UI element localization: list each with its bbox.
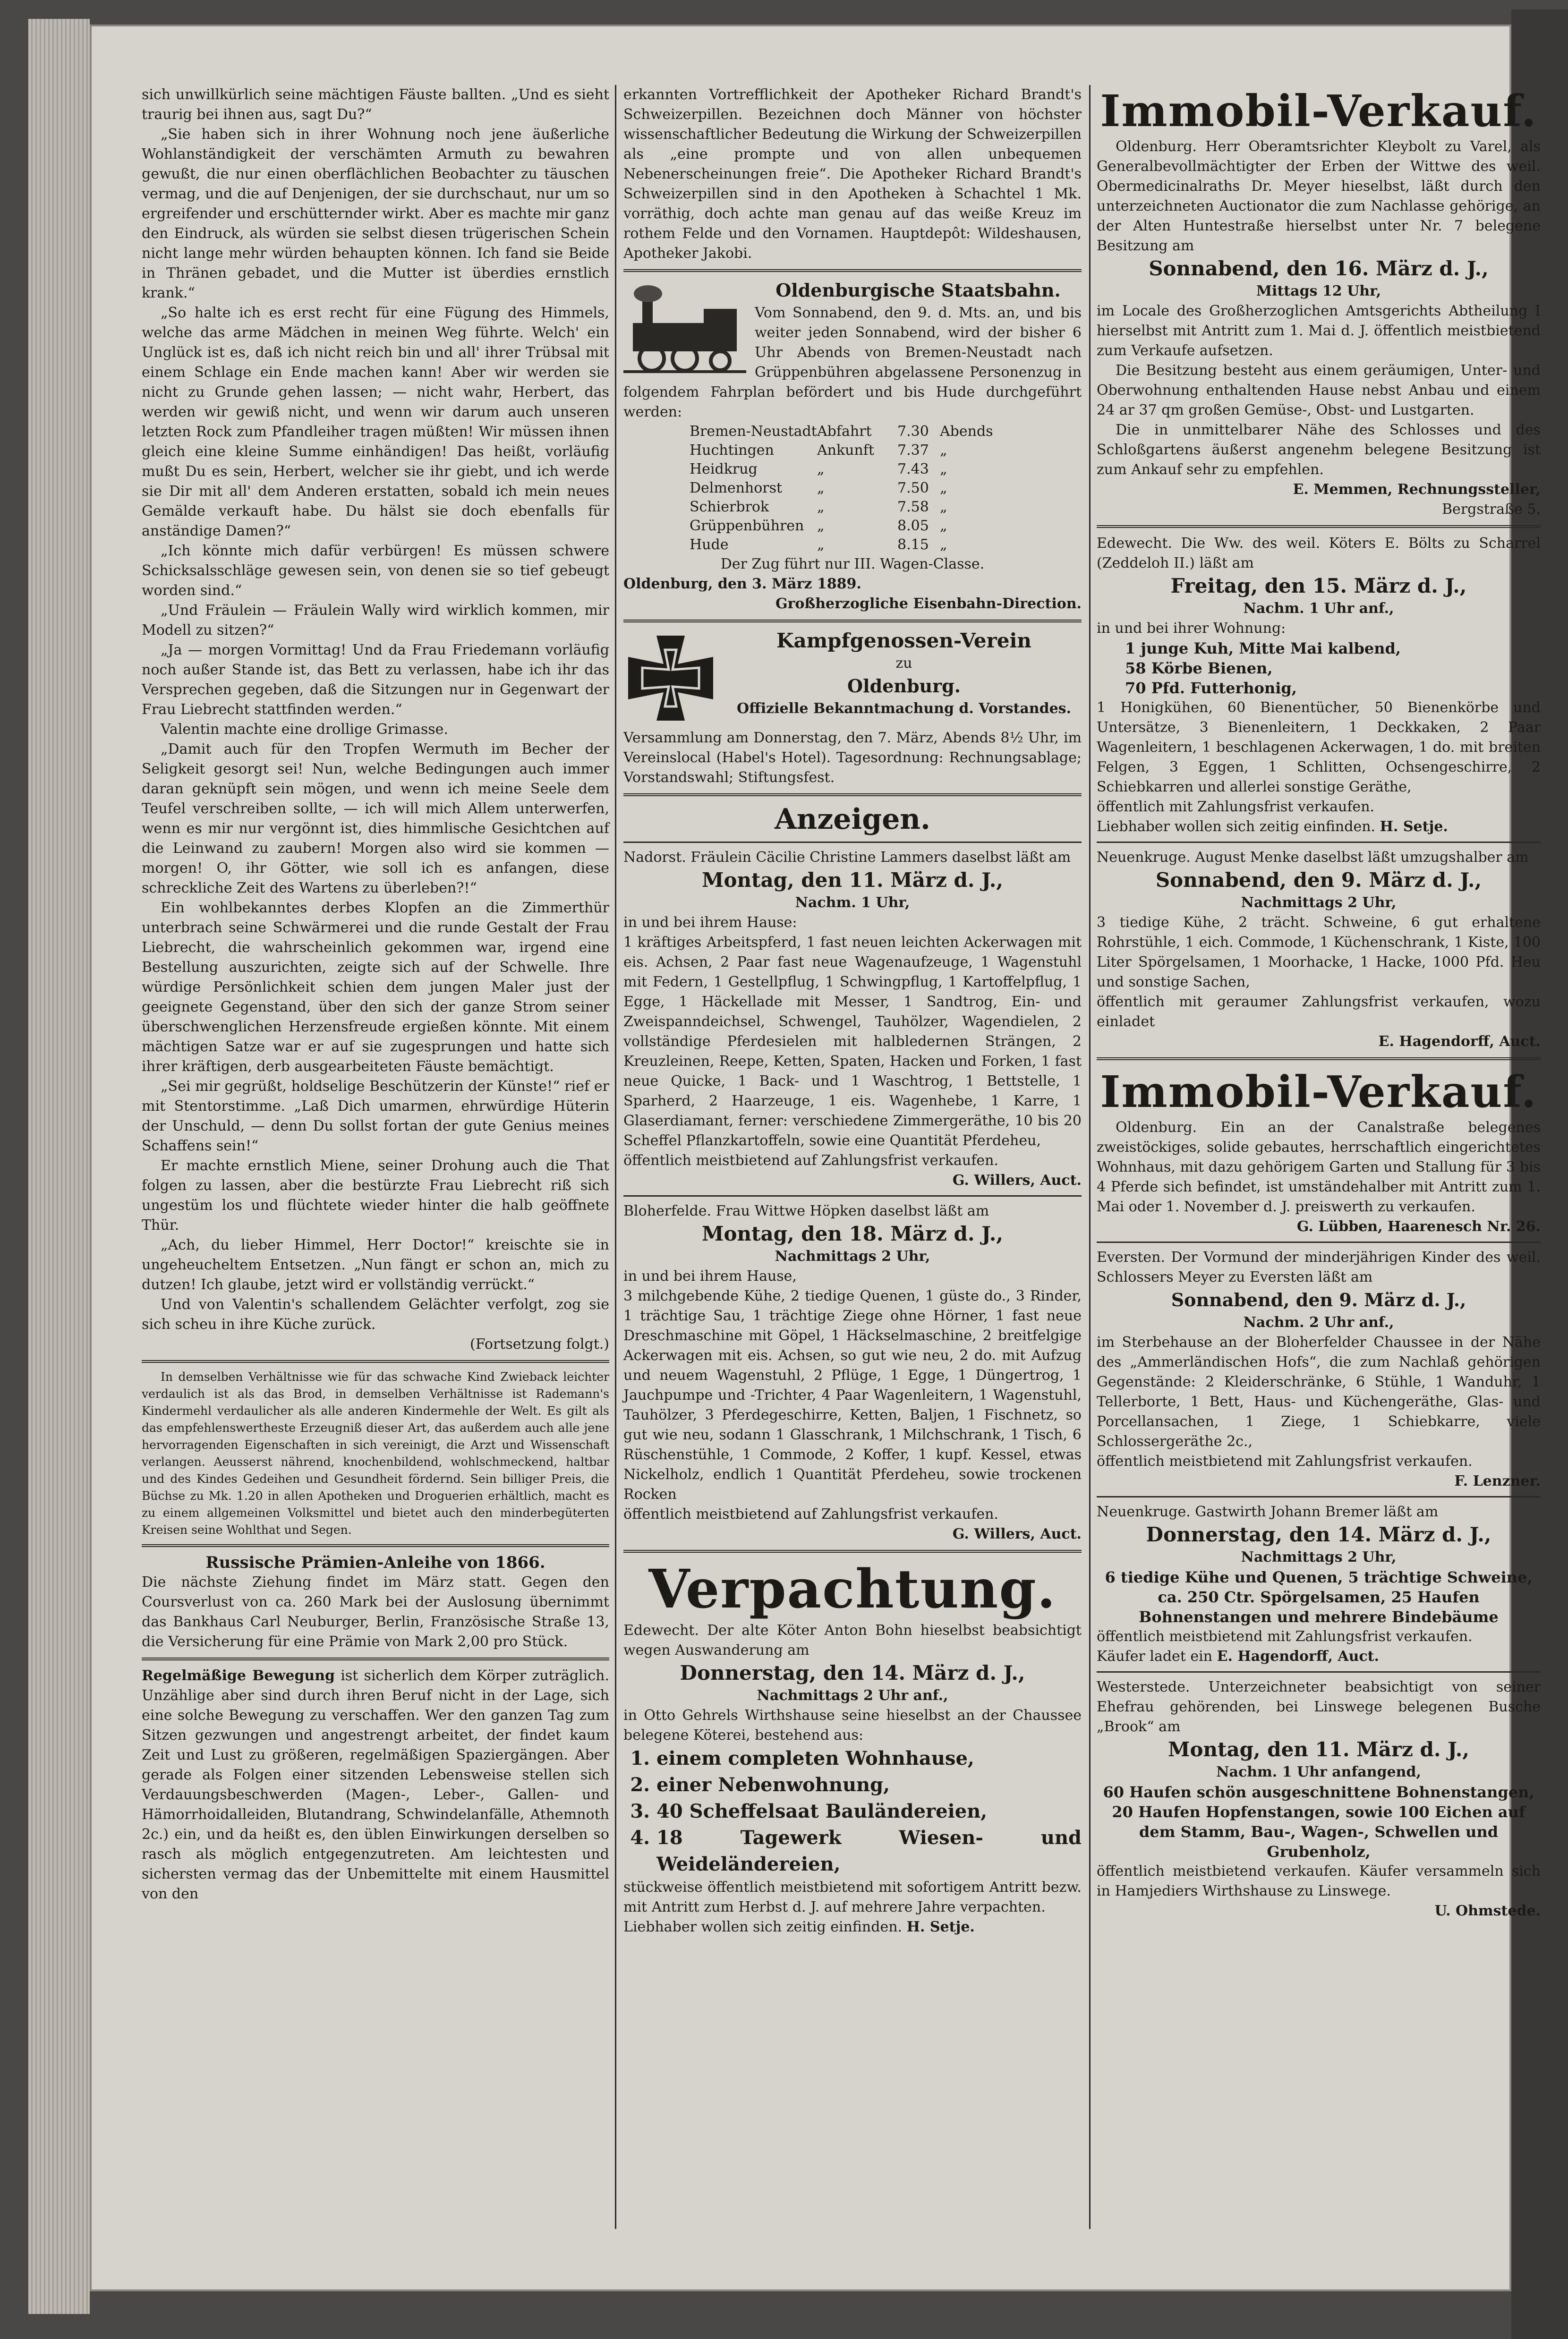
- verp-head: Edewecht. Der alte Köter Anton Bohn hieselbst beabsichtigt wegen Auswanderung am: [623, 1622, 1082, 1659]
- schedule-cell: 7.30: [897, 423, 929, 440]
- schedule-cell: „: [817, 536, 825, 553]
- schedule-cell: Delmenhorst: [690, 480, 783, 496]
- schedule-cell: „: [940, 499, 947, 515]
- list-item: 58 Körbe Bienen,: [1125, 659, 1273, 677]
- divider: [1097, 525, 1541, 528]
- ws-date: Montag, den 11. März d. J.,: [1168, 1738, 1469, 1761]
- imm1-desc: Die Besitzung besteht aus einem geräumigen, Unter- und Oberwohnung enthaltenden Hause nebst Anbau und einem 24 ar 37 qm großen Gemüse-, Obst- und Lustgarten.: [1097, 362, 1541, 418]
- anz2-intro: in und bei ihrem Hause,: [623, 1268, 797, 1284]
- imm1-time: Mittags 12 Uhr,: [1256, 283, 1381, 299]
- divider: [623, 1550, 1082, 1553]
- schedule-cell: „: [817, 518, 825, 534]
- verein-sub1: zu: [895, 655, 912, 672]
- schedule-cell: „: [940, 480, 947, 496]
- divider: [1097, 1057, 1541, 1060]
- divider: [623, 842, 1082, 843]
- schedule-cell: „: [940, 442, 947, 459]
- locomotive-icon: [623, 281, 746, 375]
- divider: [1097, 1496, 1541, 1497]
- verein-text: Versammlung am Donnerstag, den 7. März, Abends 8½ Uhr, im Vereinslocal (Habel's Hotel). Tagesordnung: Rechnungsablage; Vorstandswahl; Stiftungsfest.: [623, 730, 1082, 786]
- schedule-cell: Bremen-Neustadt: [690, 423, 817, 440]
- schedule-cell: Schierbrok: [690, 499, 769, 515]
- ad-bewegung-title: Regelmäßige Bewegung: [142, 1667, 335, 1684]
- ev-head: Eversten. Der Vormund der minderjährigen Kinder des weil. Schlossers Meyer zu Eversten läßt am: [1097, 1249, 1541, 1285]
- ed-text: 1 Honigkühen, 60 Bienentücher, 50 Bienenkörbe und Untersätze, 3 Bienenleitern, 1 Deckkaken, 2 Paar Wagenleitern, 1 beschlagenen Ackerwagen, 1 do. mit breiten Felgen, 3 Eggen, 1 Schlitten, Ochsengeschirre, 2 Schiebkarren und allerlei sonstige Geräthe,: [1097, 699, 1541, 795]
- schedule-cell: Hude: [690, 536, 729, 553]
- ed-date: Freitag, den 15. März d. J.,: [1170, 574, 1467, 597]
- divider: [142, 1360, 609, 1363]
- divider: [1097, 842, 1541, 843]
- ws-head: Westerstede. Unterzeichneter beabsichtigt von seiner Ehefrau gehörenden, bei Linswege belegenen Busche „Brook“ am: [1097, 1679, 1541, 1735]
- nk1-tail: öffentlich mit geraumer Zahlungsfrist verkaufen, wozu einladet: [1097, 994, 1541, 1030]
- schedule-cell: 8.05: [897, 518, 929, 534]
- story-paragraph: Ein wohlbekanntes derbes Klopfen an die Zimmerthür unterbrach seine Schwärmerei und die runde Gestalt der Frau Liebrecht, die wahrscheinlich gekommen war, irgend eine Bestellung auszurichten, zeigte sich auf der Schwelle. Ihre würdige Persönlichkeit schien dem jungen Maler just der geeignete Gegenstand, über den sich der ganze Strom seiner überschwenglichen Herzensfreude ergießen könnte. Mit einem mächtigen Satze war er auf sie zugesprungen und hatte sich ihrer kräftigen, derb ausgearbeiteten Fäuste bemächtigt.: [142, 900, 609, 1075]
- list-item: 3. 40 Scheffelsaat Bauländereien,: [656, 1798, 1082, 1825]
- schedule-cell: 7.43: [897, 461, 929, 477]
- schedule-cell: Grüppenbühren: [690, 518, 804, 534]
- ws-bold: 60 Haufen schön ausgeschnittene Bohnenstangen, 20 Haufen Hopfenstangen, sowie 100 Eichen auf dem Stamm, Bau-, Wagen-, Schwellen und Grubenholz,: [1103, 1783, 1534, 1861]
- verp-text: stückweise öffentlich meistbietend mit sofortigem Antritt bezw. mit Antritt zum Herbst d. J. auf mehrere Jahre verpachten.: [623, 1879, 1082, 1915]
- ev-tail: öffentlich meistbietend mit Zahlungsfrist verkaufen.: [1097, 1453, 1473, 1470]
- nk1-head: Neuenkruge. August Menke daselbst läßt umzugshalber am: [1097, 849, 1529, 866]
- ws-tail: öffentlich meistbietend verkaufen. Käufer versammeln sich in Hamjediers Wirthshause zu Linswege.: [1097, 1863, 1541, 1899]
- imm1-text: Oldenburg. Herr Oberamtsrichter Kleybolt zu Varel, als Generalbevollmächtigter der Erben der Wittwe des weil. Obermedicinalraths Dr. Meyer hieselbst, läßt durch den unterzeichneten Auctionator die zum Nachlasse gehörige, an der Alten Huntestraße hierselbst unter Nr. 7 belegene Besitzung am: [1097, 138, 1541, 254]
- bahn-date: Oldenburg, den 3. März 1889.: [623, 576, 861, 592]
- story-paragraph: „Ja — morgen Vormittag! Und da Frau Friedemann vorläufig noch außer Stande ist, das Bett zu verlassen, habe ich ihr das Versprechen gegeben, daß die Sitzungen nur in Gegenwart der Frau Liebrecht stattfinden werden.“: [142, 642, 609, 718]
- divider: [142, 1544, 609, 1547]
- anz2-time: Nachmittags 2 Uhr,: [775, 1248, 930, 1265]
- schedule-cell: „: [817, 480, 825, 496]
- ev-time: Nachm. 2 Uhr anf.,: [1243, 1314, 1394, 1331]
- story-paragraph: „Damit auch für den Tropfen Wermuth im Becher der Seligkeit gesorgt sei! Nun, welche Bedingungen auch immer daran geknüpft sein mögen, und wenn ich meine Seele dem Teufel verschreiben sollte, — ich will mich Allem unterwerfen, wenn es mir nur vergönnt ist, dies himmlische Gesichtchen auf die Leinwand zu zaubern! Morgen also wird sie kommen — morgen! O, ihr Götter, wie soll ich es anfangen, diese schreckliche Zeit des Wartens zu überleben?!“: [142, 741, 609, 896]
- story-paragraph: „Und Fräulein — Fräulein Wally wird wirklich kommen, mir Modell zu sitzen?“: [142, 602, 609, 638]
- verpachtung-title: Verpachtung.: [648, 1558, 1057, 1620]
- list-item: 1. einem completen Wohnhause,: [656, 1745, 1082, 1772]
- story-paragraph: „Sie haben sich in ihrer Wohnung noch jene äußerliche Wohlanständigkeit der verschämten Armuth zu bewahren gewußt, die nur einen oberflächlichen Beobachter zu täuschen vermag, und die auf Denjenigen, der sie durchschaut, nur um so ergreifender und erschütternder wirkt. Aber es machte mir ganz den Eindruck, als würden sie selbst diesen trügerischen Schein nicht lange mehr würden behaupten können. Ich fand sie Beide in Thränen gebadet, und die Mutter ist überdies ernstlich krank.“: [142, 126, 609, 301]
- nk2-sign: E. Hagendorff, Auct.: [1217, 1648, 1379, 1665]
- divider: [1097, 1242, 1541, 1243]
- anzeigen-title: Anzeigen.: [775, 803, 930, 836]
- verp-sign: H. Setje.: [906, 1919, 975, 1935]
- imm1-place: im Locale des Großherzoglichen Amtsgerichts Abtheilung I hierselbst mit Antritt zum 1. Mai d. J. öffentlich meistbietend zum Verkaufe aufsetzen.: [1097, 303, 1541, 359]
- divider: [623, 793, 1082, 796]
- column-rule: [615, 85, 616, 2229]
- ad-bewegung-text: ist sicherlich dem Körper zuträglich. Unzählige aber sind durch ihren Beruf nicht in der Lage, sich eine solche Bewegung zu verschaffen. Wer den ganzen Tag zum Sitzen gezwungen und angestrengt arbeitet, der findet kaum Zeit und Lust zu größeren, regelmäßigen Spaziergängen. Aber gerade als Folgen einer sitzenden Lebensweise stellen sich Verdauungsbeschwerden (Magen-, Leber-, Gallen- und Hämorrhoidalleiden, Blutandrang, Schwindelanfälle, Athemnoth 2c.) ein, und da heißt es, den üblen Einwirkungen derselben so rasch als möglich entgegenzutreten. Am leichtesten und sichersten vermag das der Unbemittelte mit einem Hausmittel von den: [142, 1667, 609, 1902]
- anz2-tail: öffentlich meistbietend auf Zahlungsfrist verkaufen.: [623, 1506, 998, 1522]
- book-binding: [28, 19, 90, 2314]
- schedule-cell: Ankunft: [817, 442, 874, 459]
- verp-time: Nachmittags 2 Uhr anf.,: [757, 1687, 948, 1704]
- anz1-intro: in und bei ihrem Hause:: [623, 914, 797, 931]
- immobil-title: Immobil-Verkauf.: [1100, 85, 1537, 136]
- bahn-text: Vom Sonnabend, den 9. d. Mts. an, und bis weiter jeden Sonnabend, wird der bisher 6 Uhr Abends von Bremen-Neustadt nach Grüppenbühren abgelassene Personenzug in folgendem Fahrplan befördert und bis Hude durchgeführt werden:: [623, 305, 1082, 420]
- divider: [142, 1658, 609, 1660]
- column-right: [1097, 85, 1541, 1921]
- imm1-desc2: Die in unmittelbarer Nähe des Schlosses und des Schloßgartens äußerst angenehm belegene Besitzung ist zum Ankauf sehr zu empfehlen.: [1097, 422, 1541, 478]
- nk1-date: Sonnabend, den 9. März d. J.,: [1155, 868, 1482, 892]
- ws-sign: U. Ohmstede.: [1434, 1903, 1541, 1919]
- ed-head: Edewecht. Die Ww. des weil. Köters E. Bölts zu Scharrel (Zeddeloh II.) läßt am: [1097, 535, 1541, 571]
- imm1-sign2: Bergstraße 5.: [1442, 501, 1541, 518]
- ev-sign: F. Lenzner.: [1454, 1473, 1541, 1489]
- nk2-head: Neuenkruge. Gastwirth Johann Bremer läßt am: [1097, 1504, 1439, 1520]
- anz2-text: 3 milchgebende Kühe, 2 tiedige Quenen, 1 güste do., 3 Rinder, 1 trächtige Sau, 1 trächtige Ziege ohne Hörner, 1 fast neue Dreschmaschine mit Göpel, 1 Häckselmaschine, 2 breitfelgige Ackerwagen mit eis. Achsen, so gut wie neu, 2 do. mit Aufzug und neuem Wagenstuhl, 2 Pflüge, 1 Egge, 1 Düngertrog, 1 Jauchpumpe und -Trichter, 4 Paar Wagenleitern, 1 Wagenstuhl, Tauhölzer, 3 Pferdegeschirre, Ketten, Baljen, 1 Fischnetz, so gut wie neu, sodann 1 Glasschrank, 1 Milchschrank, 1 Tisch, 6 Rüschenstühle, 1 Commode, 2 Koffer, 1 kupf. Kessel, etwas Nickelholz, endlich 1 Quantität Pferdeheu, sowie trockenen Rocken: [623, 1288, 1082, 1503]
- verein-sub3: Offizielle Bekanntmachung d. Vorstandes.: [736, 700, 1072, 717]
- list-item: 2. einer Nebenwohnung,: [656, 1772, 1082, 1798]
- anz1-head: Nadorst. Fräulein Cäcilie Christine Lammers daselbst läßt am: [623, 849, 1071, 866]
- schedule-cell: 7.37: [897, 442, 929, 459]
- verein-sub2: Oldenburg.: [847, 675, 961, 697]
- ev-date: Sonnabend, den 9. März d. J.,: [1171, 1289, 1466, 1310]
- story-paragraph: sich unwillkürlich seine mächtigen Fäuste ballten. „Und es sieht traurig bei ihnen aus, sagt Du?“: [142, 86, 609, 123]
- bahn-note: Der Zug führt nur III. Wagen-Classe.: [720, 556, 985, 572]
- nk2-date: Donnerstag, den 14. März d. J.,: [1146, 1523, 1491, 1546]
- story-paragraph: „Ach, du lieber Himmel, Herr Doctor!“ kreischte sie in ungeheucheltem Entsetzen. „Nun fängt er schon an, mich zu dutzen! Ich glaube, jetzt wird er vollständig verrückt.“: [142, 1237, 609, 1293]
- schedule-cell: 7.58: [897, 499, 929, 515]
- story-paragraph: „Ich könnte mich dafür verbürgen! Es müssen schwere Schicksalsschläge gewesen sein, von denen sie so tief gebeugt worden sind.“: [142, 543, 609, 599]
- ev-text: im Sterbehause an der Bloherfelder Chaussee in der Nähe des „Ammerländischen Hofs“, die zum Nachlaß gehörigen Gegenstände: 2 Kleiderschränke, 6 Stühle, 1 Wanduhr, 1 Tellerborte, 1 Bett, Haus- und Küchengeräthe, Glas- und Porcellansachen, 1 Ziege, 1 Schiebkarre, viele Schlossergeräthe 2c.,: [1097, 1334, 1541, 1450]
- schedule-cell: Abfahrt: [817, 423, 872, 440]
- column-left: [142, 85, 609, 1904]
- verp-place: in Otto Gehrels Wirthshause seine hieselbst an der Chaussee belegene Köterei, bestehend aus:: [623, 1707, 1082, 1744]
- schedule-cell: Heidkrug: [690, 461, 758, 477]
- schedule-cell: „: [940, 536, 947, 553]
- imm1-sign1: E. Memmen, Rechnungssteller,: [1293, 481, 1541, 498]
- list-item: 1 junge Kuh, Mitte Mai kalbend,: [1125, 639, 1401, 657]
- column-middle: [623, 85, 1082, 1937]
- nk2-bold: 6 tiedige Kühe und Quenen, 5 trächtige Schweine, ca. 250 Ctr. Spörgelsamen, 25 Haufen Bohnenstangen und mehrere Bindebäume: [1105, 1568, 1533, 1626]
- verein-title: Kampfgenossen-Verein: [776, 629, 1031, 652]
- bahn-sign: Großherzogliche Eisenbahn-Direction.: [775, 595, 1082, 612]
- imm2-sign: G. Lübben, Haarenesch Nr. 26.: [1296, 1218, 1541, 1235]
- anz1-text: 1 kräftiges Arbeitspferd, 1 fast neuen leichten Ackerwagen mit eis. Achsen, 2 Paar fast neue Wagenaufzeuge, 1 Wagenstuhl mit Federn, 1 Gestellpflug, 1 Schwingpflug, 1 Kartoffelpflug, 1 Egge, 1 Häckellade mit Messer, 1 Sandtrog, Ein- und Zweispanndeichsel, Schwengel, Tauhölzer, Wagendielen, 2 vollständige Pferdesielen mit halbledernen Strängen, 2 Kreuzleinen, Reepe, Ketten, Spaten, Hacken und Forken, 1 fast neue Quicke, 1 Back- und 1 Waschtrog, 1 Bettstelle, 1 Sparherd, 2 Haarzeuge, 1 eis. Wagenhebe, 1 Karre, 1 Glaserdiamant, ferner: verschiedene Zimmergeräthe, 10 bis 20 Scheffel Pflanzkartoffeln, sowie eine Quantität Pferdeheu,: [623, 934, 1082, 1149]
- schedule-cell: „: [817, 499, 825, 515]
- list-item: 4. 18 Tagewerk Wiesen- und Weideländereien,: [656, 1825, 1082, 1878]
- ed-tail: öffentlich mit Zahlungsfrist verkaufen.: [1097, 799, 1375, 815]
- ad-kindermehl: In demselben Verhältnisse wie für das schwache Kind Zwieback leichter verdaulich ist als das Brod, in demselben Verhältnisse ist Rademann's Kindermehl verdaulicher als alle anderen Kindermehle der Welt. Es gilt als das empfehlenswertheste Erzeugniß dieser Art, das außerdem auch alle jene hervorragenden Eigenschaften in sich vereinigt, die Arzt und Wissenschaft verlangen. Aeusserst nährend, knochenbildend, wohlschmeckend, haltbar und des Kindes Gedeihen und Gesundheit fördernd. Sein billiger Preis, die Büchse zu Mk. 1.20 in allen Apotheken und Droguerien erhältlich, macht es zu einem allgemeinen Volksmittel und bietet auch den minderbegüterten Kreisen seine Wohlthat und Segen.: [142, 1370, 609, 1537]
- ed-bold-items: [1125, 638, 1541, 698]
- story-paragraph: „Sei mir gegrüßt, holdselige Beschützerin der Künste!“ rief er mit Stentorstimme. „Laß Dich umarmen, ehrwürdige Hüterin der Unschuld, — denn Du sollst fortan der gute Genius meines Schaffens sein!“: [142, 1078, 609, 1154]
- continued-note: (Fortsetzung folgt.): [470, 1336, 609, 1352]
- schedule-cell: 8.15: [897, 536, 929, 553]
- imm1-date: Sonnabend, den 16. März d. J.,: [1149, 257, 1489, 280]
- story-paragraph: Valentin machte eine drollige Grimasse.: [161, 721, 448, 738]
- nk1-sign: E. Hagendorff, Auct.: [1378, 1033, 1541, 1050]
- column-rule: [1089, 85, 1091, 2229]
- schedule-cell: „: [940, 518, 947, 534]
- anz2-date: Montag, den 18. März d. J.,: [702, 1222, 1003, 1245]
- nk1-time: Nachmittags 2 Uhr,: [1241, 894, 1397, 911]
- divider: [623, 269, 1082, 272]
- bahn-title: Oldenburgische Staatsbahn.: [775, 280, 1061, 301]
- nk2-tail: öffentlich meistbietend mit Zahlungsfrist verkaufen.: [1097, 1628, 1473, 1645]
- anz1-tail: öffentlich meistbietend auf Zahlungsfrist verkaufen.: [623, 1152, 998, 1169]
- anz1-date: Montag, den 11. März d. J.,: [702, 868, 1003, 892]
- schedule-cell: Abends: [940, 423, 993, 440]
- divider: [1097, 1671, 1541, 1673]
- ad-anleihe-text: Die nächste Ziehung findet im März statt. Gegen den Coursverlust von ca. 260 Mark bei der Auslosung übernimmt das Bankhaus Carl Neuburger, Berlin, Französische Straße 13, die Versicherung für eine Prämie von Mark 2,00 pro Stück.: [142, 1574, 609, 1650]
- anz2-sign: G. Willers, Auct.: [952, 1526, 1082, 1542]
- ed-tail2: Liebhaber wollen sich zeitig einfinden.: [1097, 818, 1376, 835]
- schedule-cell: „: [940, 461, 947, 477]
- story-paragraph: Er machte ernstlich Miene, seiner Drohung auch die That folgen zu lassen, aber die bestürzte Frau Liebrecht riß sich ungestüm los und flüchtete wieder hinter die halb geöffnete Thür.: [142, 1157, 609, 1233]
- imm2-text: Oldenburg. Ein an der Canalstraße belegenes zweistöckiges, solide gebautes, herrschaftlich eingerichtetes Wohnhaus, mit dazu gehörigem Garten und Stallung für 3 bis 4 Pferde sich befindet, ist umständehalber mit Antritt zum 1. Mai oder 1. November d. J. preiswerth zu verkaufen.: [1097, 1119, 1541, 1215]
- divider: [623, 1195, 1082, 1197]
- schedule-cell: 7.50: [897, 480, 929, 496]
- train-schedule: [690, 422, 1082, 554]
- story-paragraph: „So halte ich es erst recht für eine Fügung des Himmels, welche das arme Mädchen in meinen Weg führte. Welch' ein Unglück ist es, daß ich nicht reich bin und all' ihrer Trübsal mit einem Schlage ein Ende machen kann! Aber wir werden sie nicht zu Grunde gehen lassen; — nicht wahr, Herbert, das werden wir gewiß nicht, und wenn wir darum auch unseren letzten Rock zum Pfandleiher tragen müßten! Wir müssen ihnen gleich eine kleine Summe einhändigen! Das heißt, vorläufig mußt Du es sein, Herbert, welcher sie ihr giebt, und ich werde sie Dir mit all' dem Anderen erstatten, sobald ich mein neues Gemälde verkauft habe. Du hälst sie doch ebenfalls für anständige Damen?“: [142, 305, 609, 539]
- schedule-cell: Huchtingen: [690, 442, 774, 459]
- divider: [623, 620, 1082, 622]
- anz1-sign: G. Willers, Auct.: [952, 1172, 1082, 1189]
- nk2-tail2: Käufer ladet ein: [1097, 1648, 1213, 1665]
- ad-anleihe-title: Russische Prämien-Anleihe von 1866.: [205, 1553, 545, 1572]
- ed-time: Nachm. 1 Uhr anf.,: [1243, 600, 1394, 617]
- anz2-head: Bloherfelde. Frau Wittwe Höpken daselbst läßt am: [623, 1203, 989, 1219]
- verp-items: [623, 1745, 1082, 1878]
- ws-time: Nachm. 1 Uhr anfangend,: [1216, 1764, 1421, 1780]
- brandt-text: erkannten Vortrefflichkeit der Apotheker Richard Brandt's Schweizerpillen. Bezeichnen doch Männer von höchster wissenschaftlicher Bedeutung die Wirkung der Schweizerpillen als „eine prompte und von allen unbequemen Nebenerscheinungen freie“. Die Apotheker Richard Brandt's Schweizerpillen sind in den Apotheken à Schachtel 1 Mk. vorräthig, doch achte man genau auf das weiße Kreuz im rothem Felde und den Vornamen. Hauptdepôt: Wildeshausen, Apotheker Jakobi.: [623, 86, 1082, 262]
- story-paragraph: Und von Valentin's schallendem Gelächter verfolgt, zog sie sich scheu in ihre Küche zurück.: [142, 1296, 609, 1333]
- anz1-time: Nachm. 1 Uhr,: [795, 894, 910, 911]
- verp-date: Donnerstag, den 14. März d. J.,: [680, 1661, 1025, 1684]
- immobil-title-2: Immobil-Verkauf.: [1100, 1066, 1537, 1117]
- list-item: 70 Pfd. Futterhonig,: [1125, 679, 1297, 697]
- iron-cross-icon: [623, 631, 718, 725]
- ed-sign: H. Setje.: [1380, 818, 1448, 835]
- ed-intro: in und bei ihrer Wohnung:: [1097, 620, 1286, 637]
- nk1-text: 3 tiedige Kühe, 2 trächt. Schweine, 6 gut erhaltene Rohrstühle, 1 eich. Commode, 1 Küchenschrank, 1 Kiste, 100 Liter Spörgelsamen, 1 Moorhacke, 1 Hacke, 1000 Pfd. Heu und sonstige Sachen,: [1097, 914, 1541, 990]
- nk2-time: Nachmittags 2 Uhr,: [1241, 1549, 1397, 1565]
- schedule-cell: „: [817, 461, 825, 477]
- verp-tail: Liebhaber wollen sich zeitig einfinden.: [623, 1919, 903, 1935]
